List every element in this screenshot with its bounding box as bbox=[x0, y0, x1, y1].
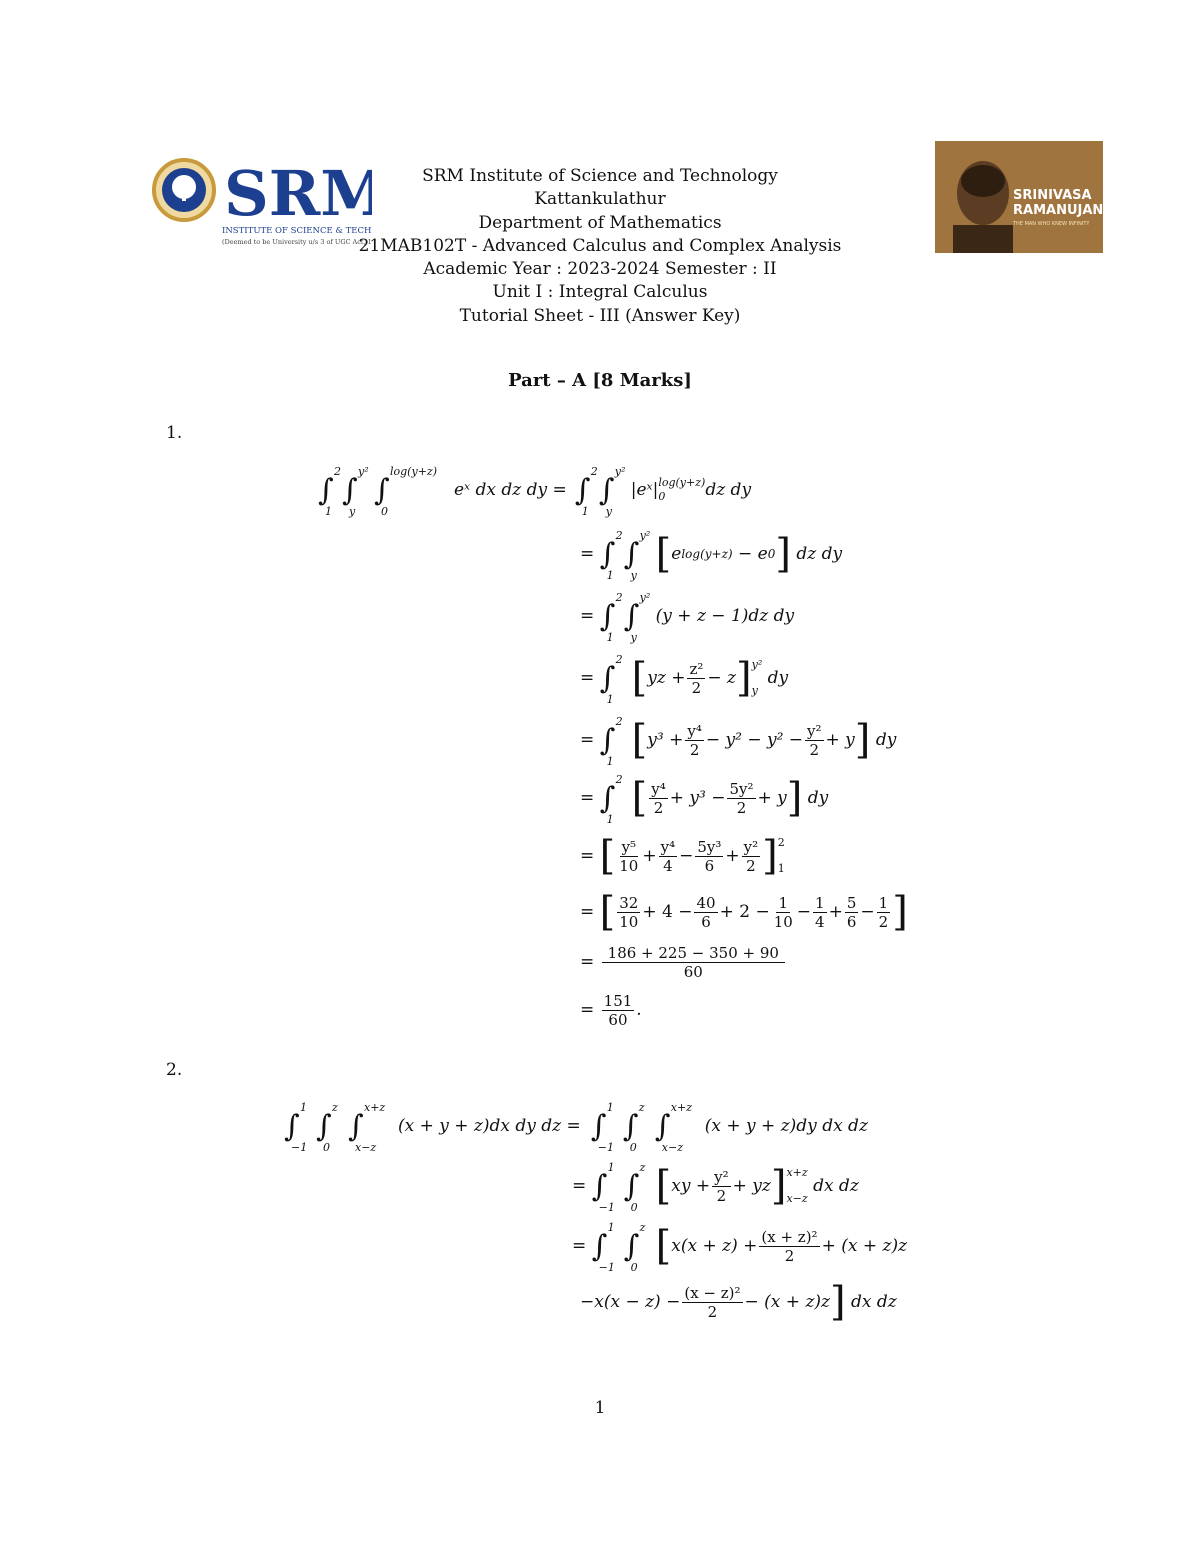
department-name: Department of Mathematics bbox=[478, 212, 722, 233]
q1-line-4: = 2 ∫ 1 [ yz + $\frac{\text{z²}}{2}$ − z ] y² y dy bbox=[580, 652, 789, 706]
section-title: Part – A [8 Marks] bbox=[508, 370, 692, 391]
q2-line-1: 1 ∫ −1 z ∫ 0 x+z ∫ x−z (x + y + z)dx dy dz = 1 ∫ −1 z ∫ 0 x+z ∫ x−z (x + y + z)dy dx dz bbox=[284, 1100, 868, 1154]
q1-line-8: = [ $\frac{32}{10}$ + 4 − $\frac{40}{6}$ + 2 − $\frac{1}{10}$ − $\frac{1}{4}$ + $\frac{5}{6}$ − $\frac{1}{2}$ ] bbox=[580, 889, 908, 935]
institution-name: SRM Institute of Science and Technology bbox=[422, 166, 778, 186]
ramanujan-image bbox=[935, 141, 1103, 253]
q1-line-2: = 2 ∫ 1 y² ∫ y [ e log(y+z) − e 0 ] dz dy bbox=[580, 528, 843, 582]
q1-line-1: 2 ∫ 1 y² ∫ y log(y+z) ∫ 0 eˣ dx dz dy = 2 ∫ 1 y² ∫ y |eˣ| log(y+z) 0 dz dy bbox=[318, 464, 752, 518]
document-header bbox=[300, 165, 900, 328]
q2-line-3: = 1 ∫ −1 z ∫ 0 [ x(x + z) + $\frac{\text{(x + z)²}}{2}$ + (x + z)z bbox=[572, 1220, 908, 1274]
q1-line-5: = 2 ∫ 1 [ y³ + $\frac{\text{y⁴}}{2}$ − y² − y² − $\frac{\text{y²}}{2}$ + y ] dy bbox=[580, 714, 897, 768]
unit-title: Unit I : Integral Calculus bbox=[492, 282, 708, 303]
q1-line-9: = $\frac{186 + 225 - 350 + 90}{60}$ bbox=[580, 940, 787, 984]
campus-name: Kattankulathur bbox=[534, 189, 666, 210]
srm-logo-text: SRM bbox=[224, 157, 372, 230]
q1-line-7: = [ $\frac{\text{y⁵}}{10}$ + $\frac{\text{y⁴}}{4}$ − $\frac{\text{5y³}}{6}$ + $\frac{\text{y²}}{2}$ ] 2 1 bbox=[580, 833, 785, 879]
ramanujan-title-1: SRINIVASA bbox=[1013, 188, 1092, 203]
srm-logo-caption: (Deemed to be University u/s 3 of UGC Act, 1956) bbox=[222, 238, 372, 246]
sheet-title: Tutorial Sheet - III (Answer Key) bbox=[459, 305, 741, 326]
question-2-number: 2. bbox=[166, 1060, 183, 1080]
academic-year: Academic Year : 2023-2024 Semester : II bbox=[423, 259, 777, 280]
q2-line-4: −x(x − z) − $\frac{\text{(x − z)²}}{2}$ − (x + z)z ] dx dz bbox=[580, 1279, 897, 1325]
course-title: 21MAB102T - Advanced Calculus and Complex Analysis bbox=[358, 235, 842, 256]
ramanujan-title-2: RAMANUJAN bbox=[1013, 203, 1103, 218]
q1-line-6: = 2 ∫ 1 [ $\frac{\text{y⁴}}{2}$ + y³ − $\frac{\text{5y²}}{2}$ + y ] dy bbox=[580, 772, 829, 826]
q1-line-10: = $\frac{151}{60}$ . bbox=[580, 991, 642, 1029]
q2-line-2: = 1 ∫ −1 z ∫ 0 [ xy + $\frac{\text{y²}}{2}$ + yz ] x+z x−z dx dz bbox=[572, 1160, 859, 1214]
ramanujan-subtitle: THE MAN WHO KNEW INFINITY bbox=[1013, 221, 1090, 227]
srm-logo-subtitle: INSTITUTE OF SCIENCE & TECH bbox=[222, 226, 372, 236]
page-number: 1 bbox=[594, 1398, 606, 1418]
question-1-number: 1. bbox=[166, 423, 183, 443]
q1-line-3: = 2 ∫ 1 y² ∫ y (y + z − 1)dz dy bbox=[580, 590, 795, 644]
